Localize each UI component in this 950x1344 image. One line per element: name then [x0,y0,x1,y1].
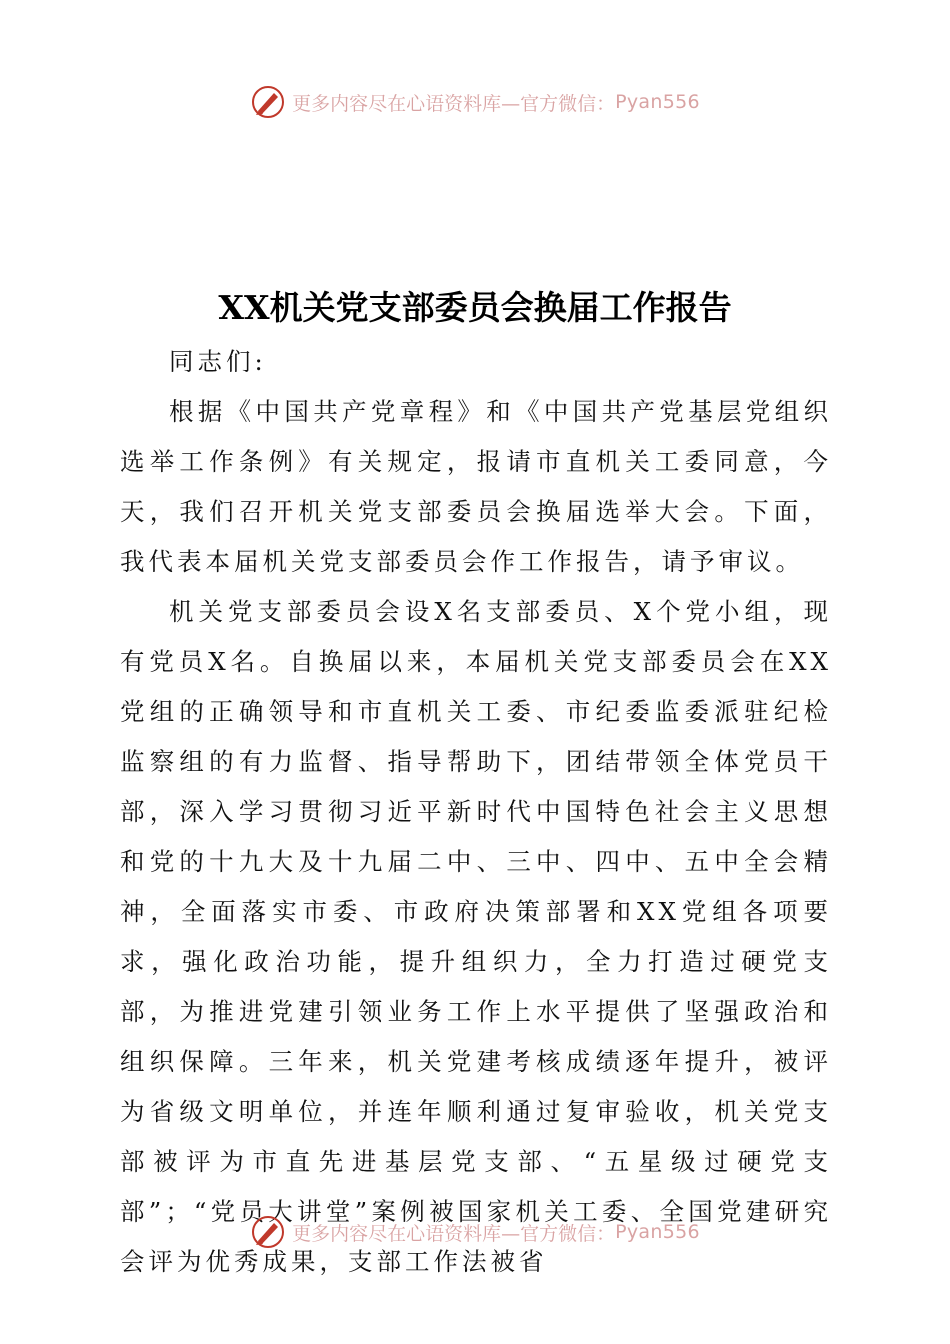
document-body [120,337,832,1287]
paragraph-1: 根据《中国共产党章程》和《中国共产党基层党组织选举工作条例》有关规定，报请市直机关工委同意，今天，我们召开机关党支部委员会换届选举大会。下面，我代表本届机关党支部委员会作工作报告，请予审议。 [120,397,832,576]
salutation: 同志们: [169,347,267,376]
watermark-text: 更多内容尽在心语资料库—官方微信： [292,92,616,115]
watermark-text: 更多内容尽在心语资料库—官方微信： [292,1222,616,1245]
footer-watermark [0,1212,950,1252]
paragraph-2: 机关党支部委员会设X名支部委员、X个党小组，现有党员X名。自换届以来，本届机关党支部委员会在XX党组的正确领导和市直机关工委、市纪委监委派驻纪检监察组的有力监督、指导帮助下，团结带领全体党员干部，深入学习贯彻习近平新时代中国特色社会主义思想和党的十九大及十九届二中、三中、四中、五中全会精神，全面落实市委、市政府决策部署和XX党组各项要求，强化政治功能，提升组织力，全力打造过硬党支部，为推进党建引领业务工作上水平提供了坚强政治和组织保障。三年来，机关党建考核成绩逐年提升，被评为省级文明单位，并连年顺利通过复审验收，机关党支部被评为市直先进基层党支部、“五星级过硬党支部”；“党员大讲堂”案例被国家机关工委、全国党建研究会评为优秀成果，支部工作法被省 [120,597,832,1276]
pen-logo-icon [250,1214,286,1250]
document-title: XX机关党支部委员会换届工作报告 [218,288,732,328]
watermark-wechat-id: Pyan556 [615,91,700,113]
header-watermark [0,82,950,122]
watermark-wechat-id: Pyan556 [615,1221,700,1243]
pen-logo-icon [250,84,286,120]
